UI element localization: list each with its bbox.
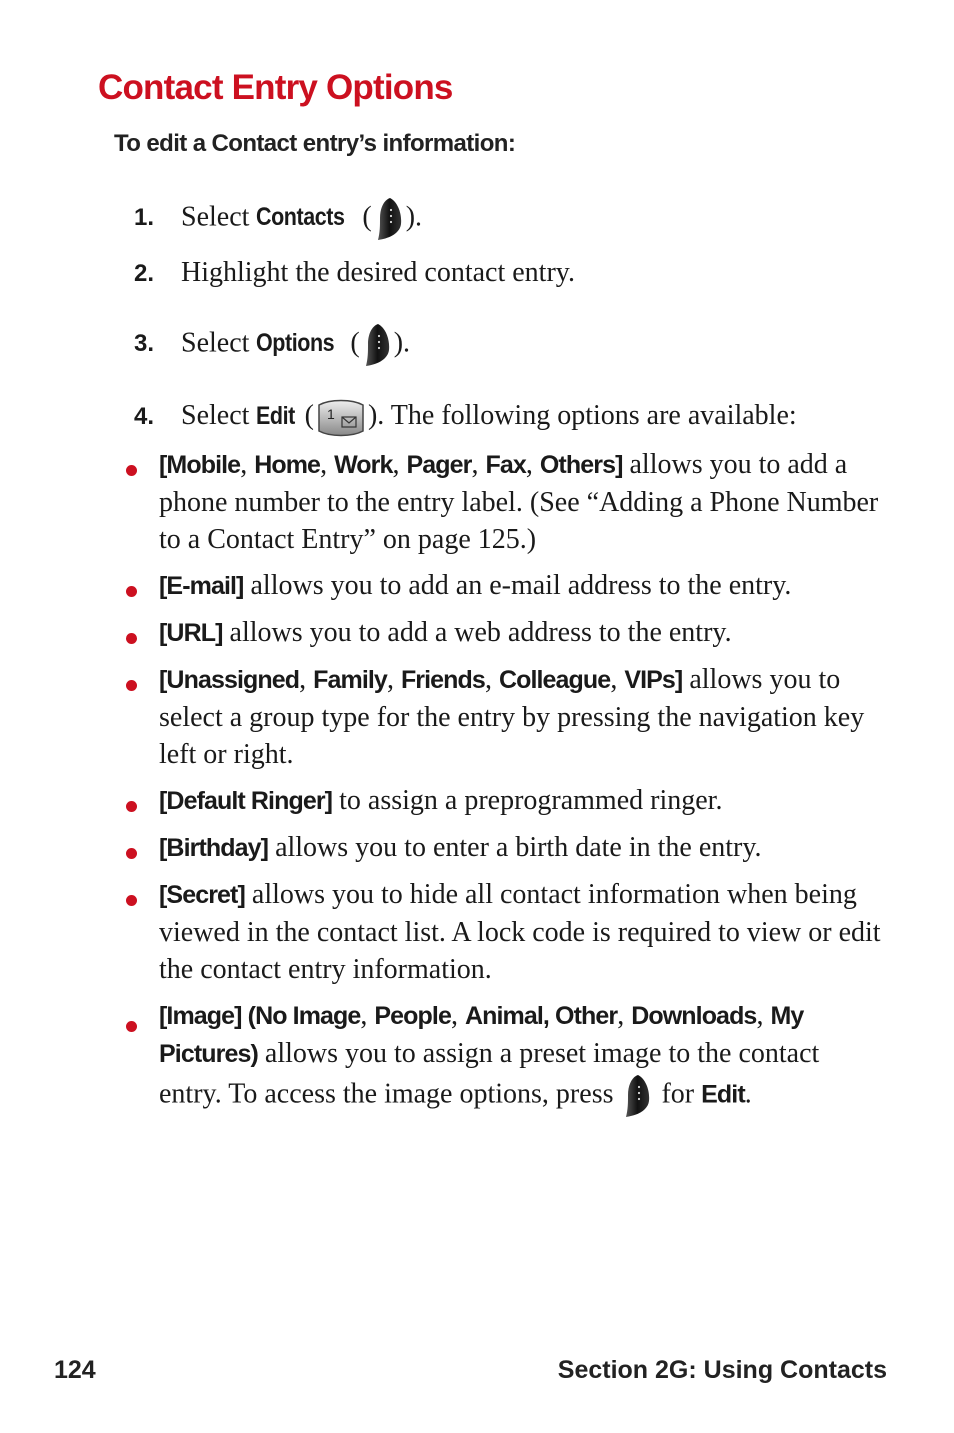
step-4: 4. Select Edit ( 1 ). The following options are available:	[134, 396, 797, 436]
key-label: Edit	[256, 402, 296, 430]
bullet-dot	[126, 680, 137, 691]
key-label: Options	[256, 329, 335, 358]
step-number: 3.	[134, 330, 155, 358]
right-softkey-icon	[622, 1073, 652, 1119]
step-2: 2. Highlight the desired contact entry.	[134, 253, 575, 293]
bullet-dot	[126, 465, 137, 476]
right-softkey-icon	[374, 196, 404, 242]
intro-heading: To edit a Contact entry’s information:	[114, 130, 516, 157]
svg-text:1: 1	[326, 405, 335, 422]
option-birthday: [Birthday] allows you to enter a birth date in the entry.	[124, 829, 884, 867]
bullet-dot	[126, 1021, 137, 1032]
bullet-dot	[126, 586, 137, 597]
option-image: [Image] (No Image, People, Animal, Other, Downloads, My Pictures) allows you to assign a preset image to the contact entry. To access the image options, press for Edit.	[124, 997, 884, 1119]
one-key-envelope-icon	[316, 397, 366, 439]
options-list	[124, 446, 884, 1128]
option-url: [URL] allows you to add a web address to the entry.	[124, 614, 884, 652]
right-softkey-icon	[362, 322, 392, 368]
bullet-dot	[126, 633, 137, 644]
option-ringer: [Default Ringer] to assign a preprogrammed ringer.	[124, 782, 884, 820]
step-3: 3. Select Options ( ).	[134, 322, 410, 362]
key-label: Contacts	[256, 203, 345, 232]
option-email: [E-mail] allows you to add an e-mail address to the entry.	[124, 567, 884, 605]
bullet-dot	[126, 895, 137, 906]
bullet-dot	[126, 848, 137, 859]
page-title: Contact Entry Options	[98, 68, 453, 107]
option-group: [Unassigned, Family, Friends, Colleague, VIPs] allows you to select a group type for the entry by pressing the navigation key left or right.	[124, 661, 884, 773]
step-number: 2.	[134, 260, 155, 287]
page-number: 124	[54, 1356, 96, 1384]
section-title: Section 2G: Using Contacts	[557, 1356, 887, 1384]
step-number: 1.	[134, 204, 155, 232]
bullet-dot	[126, 801, 137, 812]
step-number: 4.	[134, 403, 155, 430]
step-1: 1. Select Contacts ( ).	[134, 196, 422, 236]
option-secret: [Secret] allows you to hide all contact information when being viewed in the contact list. A lock code is required to view or edit the contact entry information.	[124, 876, 884, 988]
option-phone: [Mobile, Home, Work, Pager, Fax, Others] allows you to add a phone number to the entry label. (See “Adding a Phone Number to a Contact Entry” on page 125.)	[124, 446, 884, 558]
